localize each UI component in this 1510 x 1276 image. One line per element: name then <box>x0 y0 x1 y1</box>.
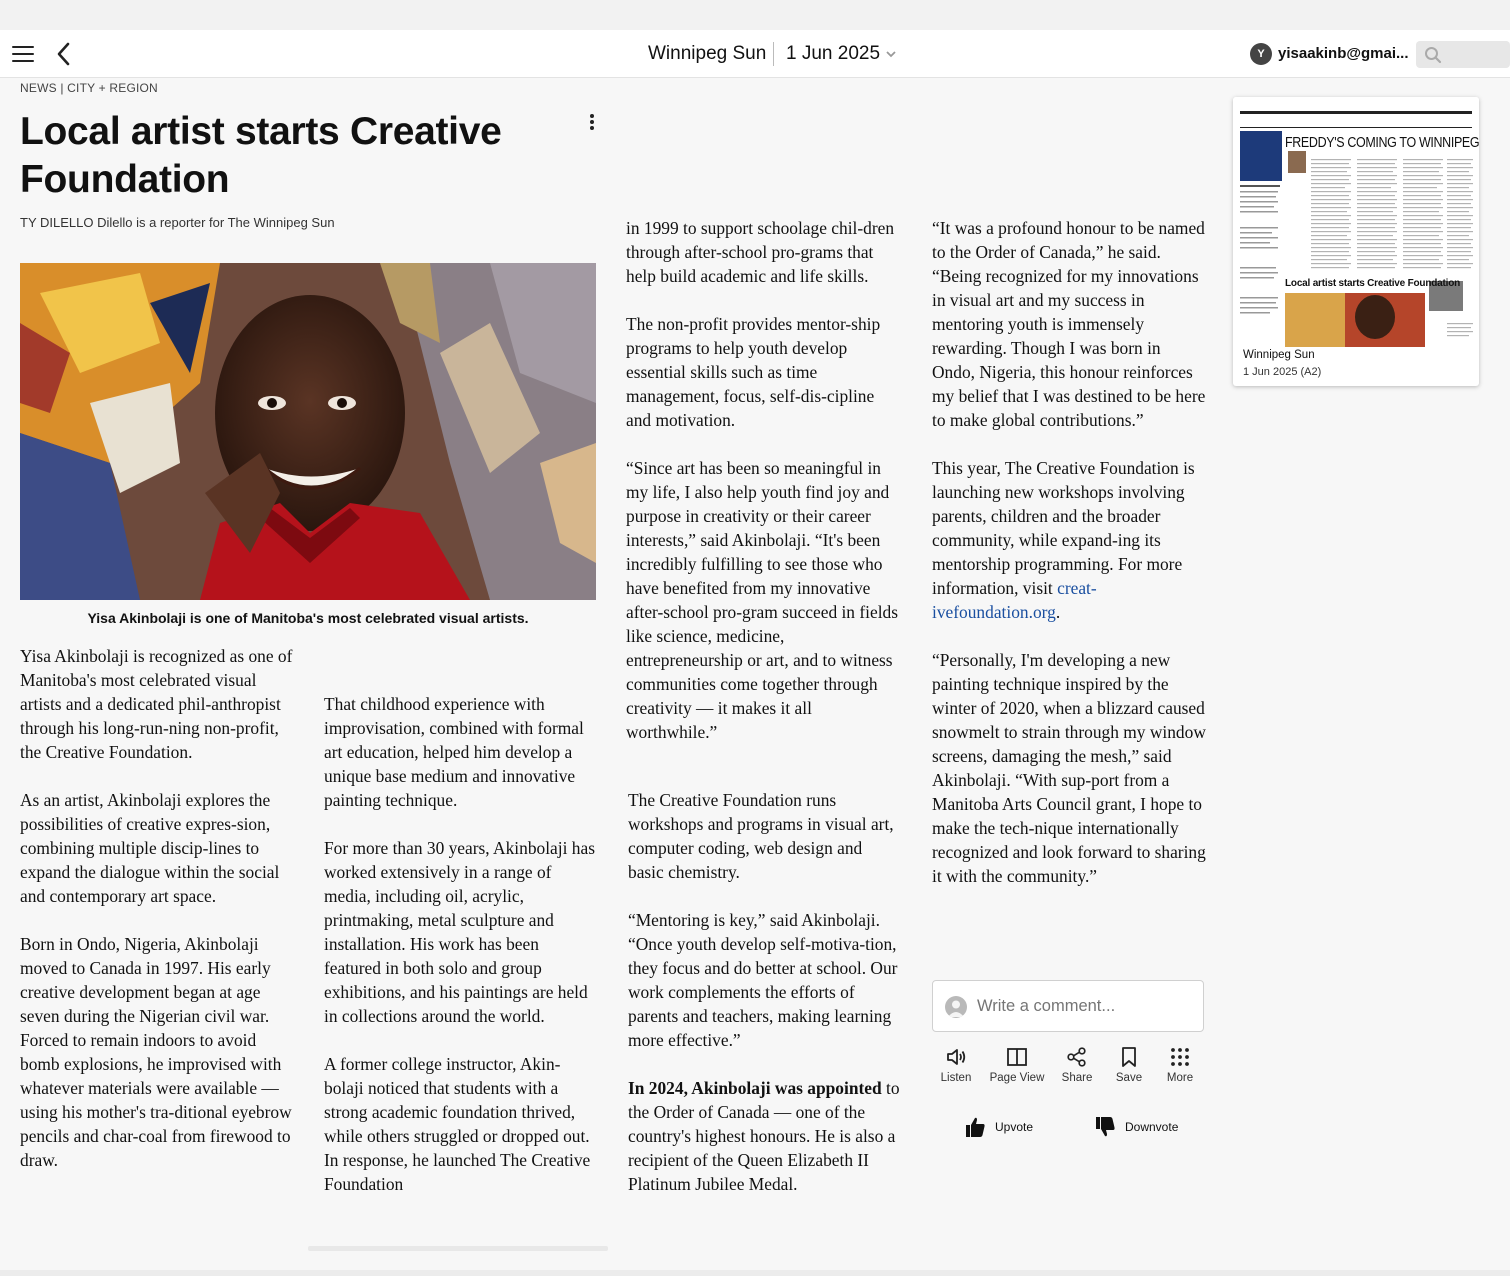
paragraph: in 1999 to support schoolage chil-dren through after-school pro-grams that help build academic and life skills. <box>626 218 895 286</box>
page-view-button[interactable] <box>988 1046 1046 1084</box>
comment-field[interactable] <box>932 980 1204 1032</box>
window-bottom-edge <box>0 1270 1510 1276</box>
page-thumbnail[interactable] <box>1233 97 1479 386</box>
downvote-button[interactable] <box>1094 1116 1178 1138</box>
article-column-3 <box>626 216 900 744</box>
more-label: More <box>1166 1072 1194 1084</box>
paragraph: A former college instructor, Akin-bolaji noticed that students with a strong academic foundation thrived, while others struggled or dropped out. In response, he launched The Creative Foundation <box>324 1054 591 1194</box>
article-headline: Local artist starts Creative Foundation <box>20 110 502 201</box>
upvote-button[interactable] <box>964 1116 1033 1138</box>
issue-date-selector[interactable] <box>786 43 896 65</box>
paragraph-text: to the Order of Canada — one of the country's highest honours. He is also a recipient of the Queen Elizabeth II Platinum Jubilee Medal. <box>628 1078 900 1194</box>
chevron-down-icon <box>886 49 896 59</box>
paragraph <box>628 1076 900 1196</box>
photo-caption: Yisa Akinbolaji is one of Manitoba's most celebrated visual artists. <box>87 610 529 626</box>
thumbnail-headline: FREDDY'S COMING TO WINNIPEG <box>1285 135 1479 151</box>
bookmark-icon <box>1118 1046 1140 1068</box>
paragraph <box>932 456 1206 624</box>
avatar[interactable]: Y <box>1250 43 1272 65</box>
speaker-icon <box>945 1046 967 1068</box>
listen-label: Listen <box>940 1072 972 1084</box>
back-arrow-icon[interactable] <box>54 41 74 67</box>
comment-input[interactable] <box>977 997 1187 1016</box>
article-column-4 <box>932 216 1206 888</box>
horizontal-scrollbar[interactable] <box>308 1246 608 1251</box>
user-avatar-icon <box>945 996 967 1018</box>
paragraph-end: . <box>1055 602 1061 622</box>
downvote-label: Downvote <box>1125 1120 1179 1134</box>
thumbnail-publication: Winnipeg Sun <box>1243 349 1315 361</box>
paragraph: “It was a profound honour to be named to the Order of Canada,” he said. “Being recognized for my innovations in visual art and my success in mentoring youth is immensely rewarding. Though I was born in Ondo, Nigeria, this honour reinforces my belief that I was destined to be here to make global contributions.” <box>932 218 1206 430</box>
page-view-label: Page View <box>989 1072 1045 1084</box>
listen-button[interactable] <box>938 1046 974 1084</box>
article-photo[interactable] <box>20 263 596 600</box>
search-input[interactable] <box>1416 41 1510 68</box>
reader-header <box>0 30 1510 78</box>
paragraph: The Creative Foundation runs workshops and programs in visual art, computer coding, web design and basic chemistry. <box>628 790 894 882</box>
save-button[interactable] <box>1112 1046 1146 1084</box>
upvote-label: Upvote <box>995 1120 1034 1134</box>
more-options-icon[interactable] <box>586 114 598 134</box>
paragraph: As an artist, Akinbolaji explores the possibilities of creative expres-sion, combining multiple discip-lines to expand the dialogue within the social and contemporary art space. <box>20 790 280 906</box>
share-icon <box>1066 1046 1088 1068</box>
article-column-2 <box>324 692 598 1196</box>
article-action-bar <box>932 1046 1204 1092</box>
more-button[interactable] <box>1162 1046 1198 1084</box>
thumbs-down-icon <box>1094 1116 1116 1138</box>
grid-dots-icon <box>1169 1046 1191 1068</box>
paragraph: That childhood experience with improvisation, combined with formal art education, helped him develop a unique base medium and innovative painting technique. <box>324 694 584 810</box>
share-button[interactable] <box>1058 1046 1096 1084</box>
paragraph: Born in Ondo, Nigeria, Akinbolaji moved to Canada in 1997. His early creative development began at age seven during the Nigerian civil war. Forced to remain indoors to avoid bomb explosions, he improvised with whatever materials were available — using his mother's tra-ditional eyebrow pencils and char-coal from firewood to draw. <box>20 934 292 1170</box>
paragraph: Yisa Akinbolaji is recognized as one of Manitoba's most celebrated visual artists and a dedicated phil-anthropist through his long-run-ning non-profit, the Creative Foundation. <box>20 646 293 762</box>
publication-title[interactable]: Winnipeg Sun <box>648 43 767 64</box>
foundation-link[interactable]: creat-ivefoundation.org <box>932 578 1097 622</box>
issue-date: 1 Jun 2025 <box>786 43 881 64</box>
article-column-1 <box>20 644 294 1172</box>
paragraph: “Since art has been so meaningful in my life, I also help youth find joy and purpose in creativity or their career interests,” said Akinbolaji. “It's been incredibly fulfilling to see those who have benefited from my innovative after-school pro-gram succeed in fields like science, medicine, entrepreneurship or art, and to witness communities come together through creativity — it makes it all worthwhile.” <box>626 458 898 742</box>
article-column-3-end <box>628 1076 900 1196</box>
header-divider <box>773 42 774 66</box>
share-label: Share <box>1061 1072 1093 1084</box>
thumbs-up-icon <box>964 1116 986 1138</box>
breadcrumb: NEWS | CITY + REGION <box>20 81 158 95</box>
menu-icon[interactable] <box>12 46 34 62</box>
paragraph: The non-profit provides mentor-ship programs to help youth develop essential skills such as time management, focus, self-dis-cipline and motivation. <box>626 314 881 430</box>
paragraph: For more than 30 years, Akinbolaji has worked extensively in a range of media, including oil, acrylic, printmaking, metal sculpture and installation. His work has been featured in both solo and group exhibitions, and his paintings are held in collections around the world. <box>324 838 595 1026</box>
save-label: Save <box>1115 1072 1143 1084</box>
byline: TY DILELLO Dilello is a reporter for The Winnipeg Sun <box>20 215 335 230</box>
artist-portrait-image <box>20 263 596 600</box>
paragraph-text: This year, The Creative Foundation is launching new workshops involving parents, children and the broader community, while expand-ing its mentorship programming. For more information, visit <box>932 458 1195 598</box>
thumbnail-date: 1 Jun 2025 (A2) <box>1243 366 1322 378</box>
browser-top-strip <box>0 0 1510 30</box>
thumbnail-subheadline: Local artist starts Creative Foundation <box>1285 278 1461 289</box>
bold-lead: In 2024, Akinbolaji was appointed <box>628 1078 882 1098</box>
book-open-icon <box>1006 1046 1028 1068</box>
user-account[interactable]: yisaakinb@gmai... <box>1278 45 1409 62</box>
paragraph: “Mentoring is key,” said Akinbolaji. “Once youth develop self-motiva-tion, they focus and do better at school. Our work complements the efforts of parents and teachers, making learning more effective.” <box>628 910 898 1050</box>
search-icon <box>1424 46 1442 64</box>
article-column-3-continued <box>628 788 900 1052</box>
paragraph: “Personally, I'm developing a new painting technique inspired by the winter of 2020, when a blizzard caused snowmelt to strain through my window screens, damaging the mesh,” said Akinbolaji. “With sup-port from a Manitoba Arts Council grant, I hope to make the tech-nique internationally recognized and look forward to sharing it with the community.” <box>932 650 1206 886</box>
